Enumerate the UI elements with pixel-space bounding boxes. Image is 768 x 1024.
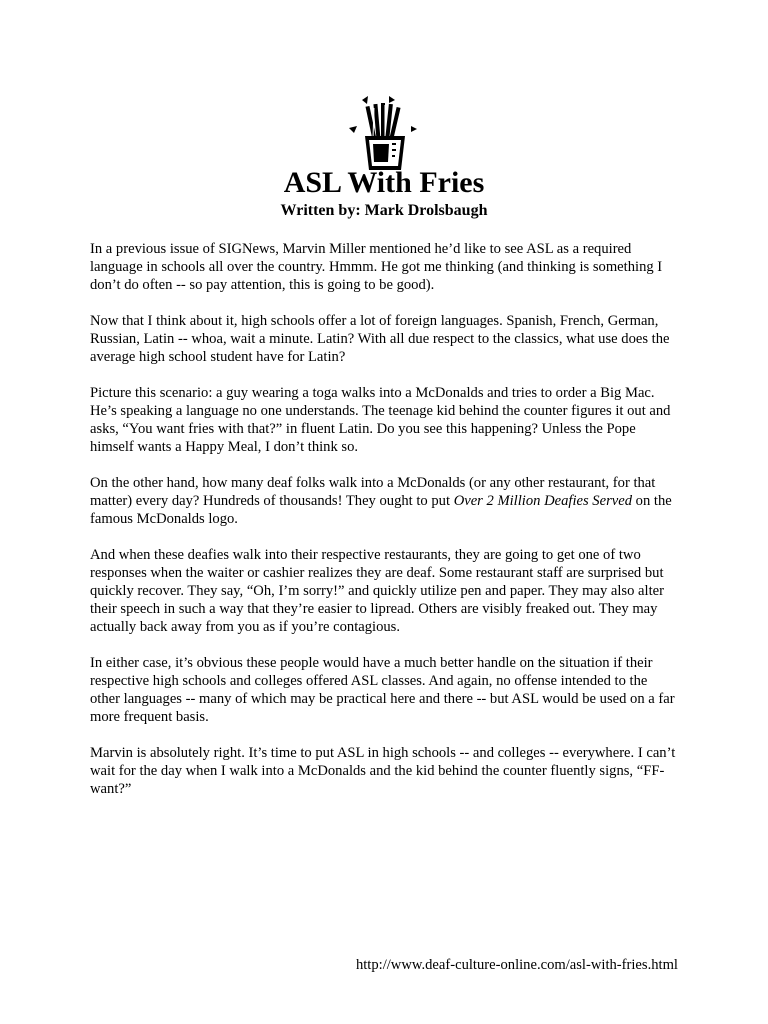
paragraph: In a previous issue of SIGNews, Marvin Miller mentioned he’d like to see ASL as a required language in schools all over the country. Hmmm. He got me thinking (and thinking is something I don’t do often -- so pay attention, this is going to be good).: [90, 241, 663, 293]
article-body: [90, 240, 680, 816]
paragraph: In either case, it’s obvious these people would have a much better handle on the situation if their respective high schools and colleges offered ASL classes. And again, no offense intended to the other languages -- many of which may be practical here and there -- but ASL would be used on a far more frequent basis.: [90, 655, 675, 725]
paragraph: Now that I think about it, high schools offer a lot of foreign languages. Spanish, French, German, Russian, Latin -- whoa, wait a minute. Latin? With all due respect to the classics, what use does the average high school student have for Latin?: [90, 313, 670, 365]
paragraph: Marvin is absolutely right. It’s time to put ASL in high schools -- and colleges -- everywhere. I can’t wait for the day when I walk into a McDonalds and the kid behind the counter fluently signs, “FF-want?”: [90, 745, 676, 797]
paragraph: [90, 474, 680, 528]
paragraph: And when these deafies walk into their respective restaurants, they are going to get one of two responses when the waiter or cashier realizes they are deaf. Some restaurant staff are surprised but quickly recover. They say, “Oh, I’m sorry!” and quickly utilize pen and paper. They may also alter their speech in such a way that they’re easier to lipread. Others are visibly freaked out. They may actually back away from you as if you’re contagious.: [90, 547, 664, 635]
paragraph: Picture this scenario: a guy wearing a toga walks into a McDonalds and tries to order a Big Mac. He’s speaking a language no one understands. The teenage kid behind the counter figures it out and asks, “You want fries with that?” in fluent Latin. Do you see this happening? Unless the Pope himself wants a Happy Meal, I don’t think so.: [90, 385, 671, 455]
paragraph-text: On the other hand, how many deaf folks walk into a McDonalds (or any other restaurant, for that matter) every day? Hundreds of thousands! They ought to put: [90, 475, 656, 509]
paragraph-text: on the famous McDonalds logo.: [90, 493, 672, 527]
page-title: ASL With Fries: [283, 166, 485, 199]
footer-url: http://www.deaf-culture-online.com/asl-with-fries.html: [355, 957, 678, 973]
byline: Written by: Mark Drolsbaugh: [280, 202, 488, 219]
emphasis-text: Over 2 Million Deafies Served: [453, 493, 633, 509]
fries-box-icon: [345, 92, 425, 172]
